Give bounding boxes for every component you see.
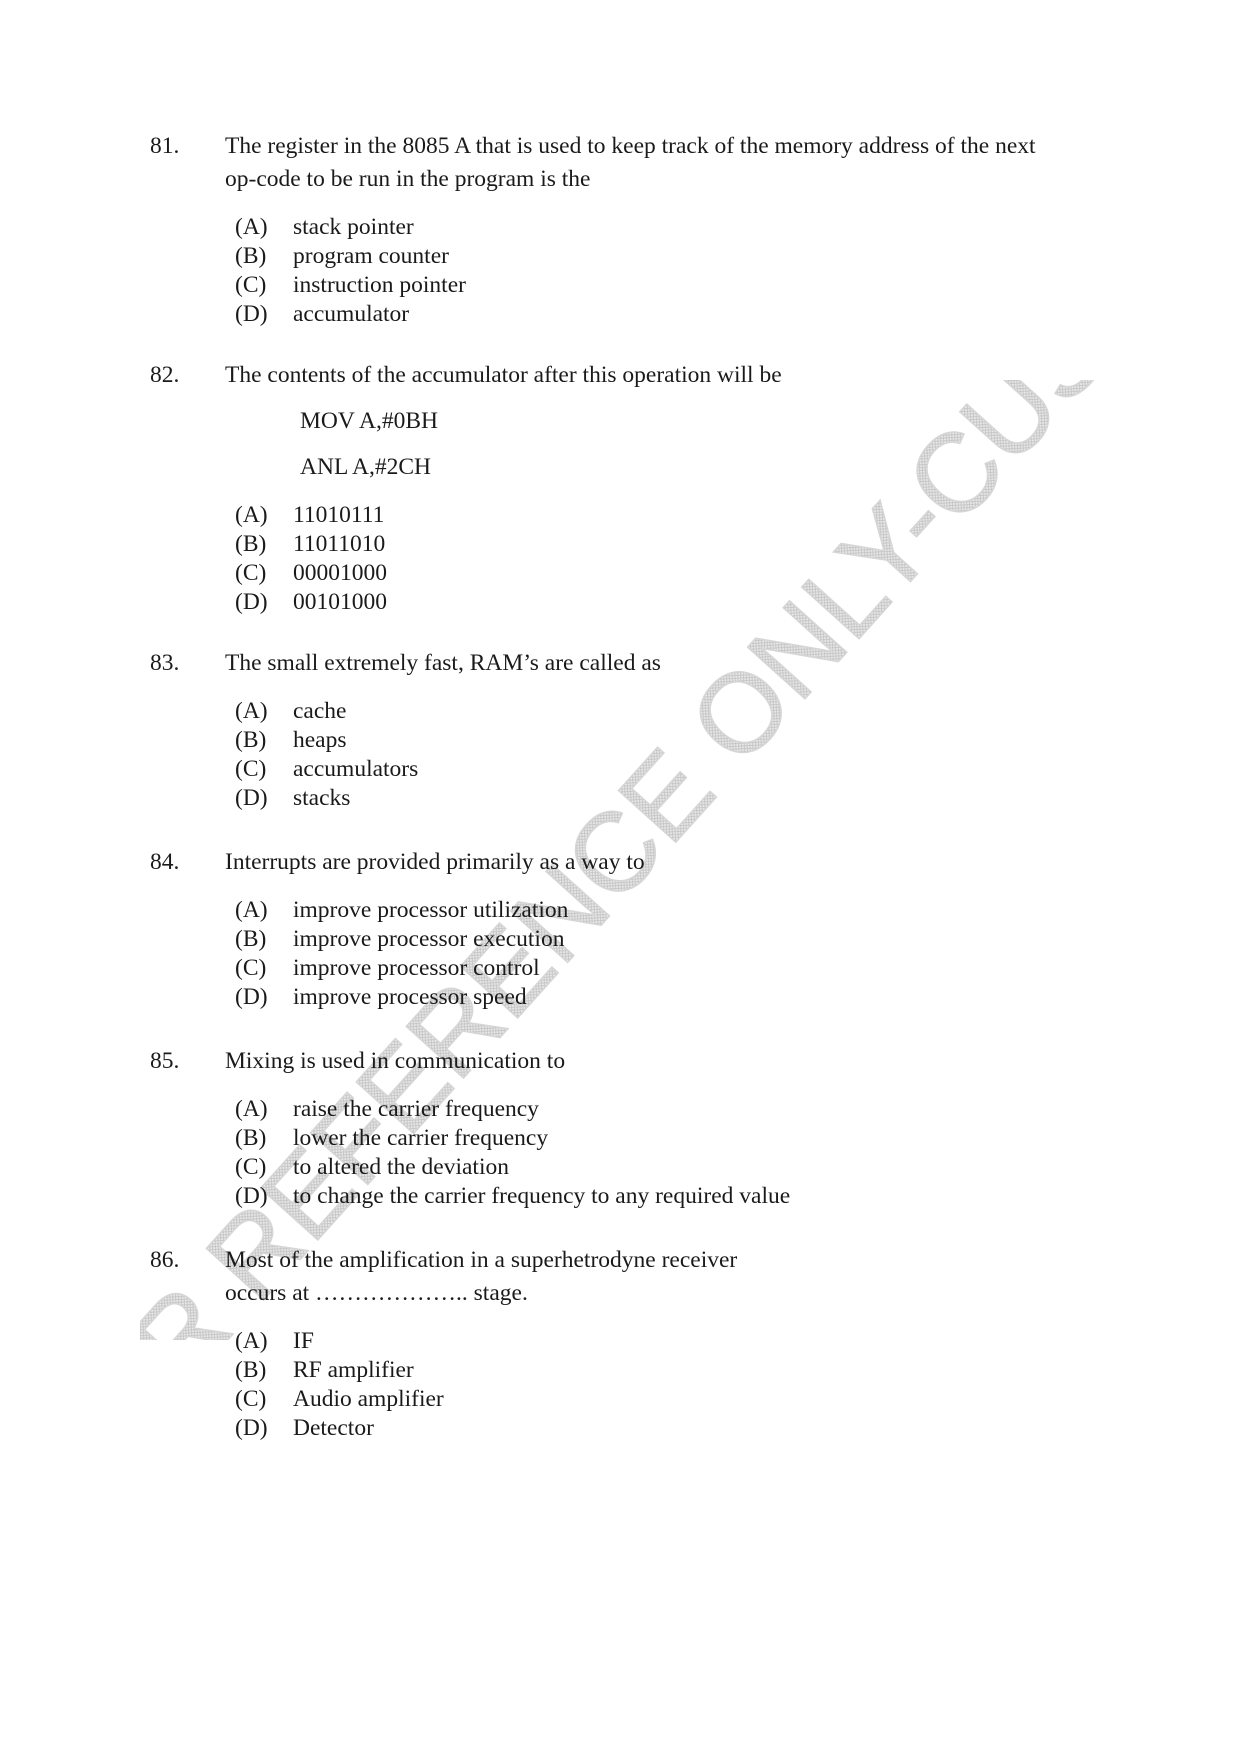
- question-text-line: op-code to be run in the program is the: [225, 166, 591, 192]
- option-letter: (C): [235, 1386, 267, 1412]
- option-letter: (C): [235, 955, 267, 981]
- question-number: 85.: [150, 1048, 180, 1074]
- option-letter: (B): [235, 727, 267, 753]
- answer-options: [235, 896, 1110, 1012]
- option-text: RF amplifier: [293, 1357, 414, 1383]
- option-letter: (C): [235, 560, 267, 586]
- option-letter: (A): [235, 1328, 268, 1354]
- answer-option: [235, 726, 1110, 755]
- option-text: cache: [293, 698, 347, 724]
- answer-options: [235, 1327, 1110, 1443]
- option-letter: (D): [235, 589, 268, 615]
- answer-option: [235, 271, 1110, 300]
- answer-option: [235, 242, 1110, 271]
- option-letter: (D): [235, 1415, 268, 1441]
- option-letter: (B): [235, 1357, 267, 1383]
- question-1: [150, 130, 1110, 329]
- question-number: 82.: [150, 362, 180, 388]
- option-letter: (C): [235, 1154, 267, 1180]
- answer-option: [235, 559, 1110, 588]
- option-text: 11010111: [293, 502, 385, 528]
- answer-option: [235, 1385, 1110, 1414]
- option-text: improve processor execution: [293, 926, 565, 952]
- option-letter: (D): [235, 301, 268, 327]
- question-text: [225, 130, 1110, 196]
- option-text: Audio amplifier: [293, 1386, 444, 1412]
- watermark-text: REFERENCE ONLY-CUSAT: [182, 380, 1100, 1323]
- option-text: 11011010: [293, 531, 386, 557]
- option-text: stack pointer: [293, 214, 414, 240]
- answer-option: [235, 300, 1110, 329]
- option-text: 00101000: [293, 589, 387, 615]
- option-letter: (A): [235, 897, 268, 923]
- question-text-line: Mixing is used in communication to: [225, 1048, 566, 1074]
- question-text-line: The contents of the accumulator after this operation will be: [225, 362, 782, 388]
- option-text: improve processor control: [293, 955, 540, 981]
- option-text: IF: [293, 1328, 314, 1354]
- answer-options: [235, 1095, 1110, 1211]
- question-5: [150, 1045, 1110, 1211]
- answer-options: [235, 501, 1110, 617]
- code-block: [300, 405, 1110, 484]
- question-number: 81.: [150, 133, 180, 159]
- option-text: heaps: [293, 727, 347, 753]
- option-letter: (D): [235, 984, 268, 1010]
- option-text: stacks: [293, 785, 351, 811]
- question-number: 83.: [150, 650, 180, 676]
- code-line: ANL A,#2CH: [300, 454, 431, 480]
- option-text: improve processor speed: [293, 984, 527, 1010]
- option-text: 00001000: [293, 560, 387, 586]
- question-number: 86.: [150, 1247, 180, 1273]
- answer-option: [235, 588, 1110, 617]
- option-letter: (A): [235, 1096, 268, 1122]
- question-text-line: The register in the 8085 A that is used to keep track of the memory address of the next: [225, 133, 1036, 159]
- question-text-line: occurs at ……………….. stage.: [225, 1280, 528, 1306]
- answer-option: [235, 501, 1110, 530]
- question-4: [150, 846, 1110, 1012]
- code-line: MOV A,#0BH: [300, 408, 438, 434]
- question-3: [150, 647, 1110, 813]
- question-text-line: The small extremely fast, RAM’s are called as: [225, 650, 661, 676]
- answer-option: [235, 983, 1110, 1012]
- answer-option: [235, 784, 1110, 813]
- option-letter: (C): [235, 756, 267, 782]
- answer-option: [235, 1153, 1110, 1182]
- question-2: [150, 359, 1110, 617]
- option-text: improve processor utilization: [293, 897, 569, 923]
- question-text: [225, 1045, 1110, 1078]
- answer-option: [235, 530, 1110, 559]
- answer-option: [235, 697, 1110, 726]
- question-6: [150, 1244, 1110, 1443]
- answer-option: [235, 896, 1110, 925]
- option-letter: (A): [235, 502, 268, 528]
- option-letter: (B): [235, 1125, 267, 1151]
- option-letter: (B): [235, 926, 267, 952]
- answer-options: [235, 213, 1110, 329]
- option-letter: (B): [235, 243, 267, 269]
- question-number: 84.: [150, 849, 180, 875]
- option-text: raise the carrier frequency: [293, 1096, 539, 1122]
- option-text: to change the carrier frequency to any required value: [293, 1183, 791, 1209]
- question-text: [225, 1244, 1110, 1310]
- answer-option: [235, 1182, 1110, 1211]
- option-letter: (C): [235, 272, 267, 298]
- answer-option: [235, 925, 1110, 954]
- question-text: [225, 359, 1110, 392]
- answer-option: [235, 1327, 1110, 1356]
- option-text: to altered the deviation: [293, 1154, 509, 1180]
- option-letter: (A): [235, 214, 268, 240]
- option-text: program counter: [293, 243, 449, 269]
- answer-option: [235, 1356, 1110, 1385]
- option-text: accumulator: [293, 301, 410, 327]
- question-text-line: Interrupts are provided primarily as a way to: [225, 849, 645, 875]
- option-letter: (B): [235, 531, 267, 557]
- answer-option: [235, 1095, 1110, 1124]
- answer-option: [235, 954, 1110, 983]
- answer-options: [235, 697, 1110, 813]
- option-text: lower the carrier frequency: [293, 1125, 549, 1151]
- answer-option: [235, 1414, 1110, 1443]
- option-text: Detector: [293, 1415, 374, 1441]
- question-text: [225, 647, 1110, 680]
- option-text: instruction pointer: [293, 272, 466, 298]
- question-text-line: Most of the amplification in a superhetrodyne receiver: [225, 1247, 738, 1273]
- option-letter: (D): [235, 1183, 268, 1209]
- question-text: [225, 846, 1110, 879]
- option-letter: (A): [235, 698, 268, 724]
- answer-option: [235, 1124, 1110, 1153]
- answer-option: [235, 755, 1110, 784]
- answer-option: [235, 213, 1110, 242]
- option-letter: (D): [235, 785, 268, 811]
- option-text: accumulators: [293, 756, 419, 782]
